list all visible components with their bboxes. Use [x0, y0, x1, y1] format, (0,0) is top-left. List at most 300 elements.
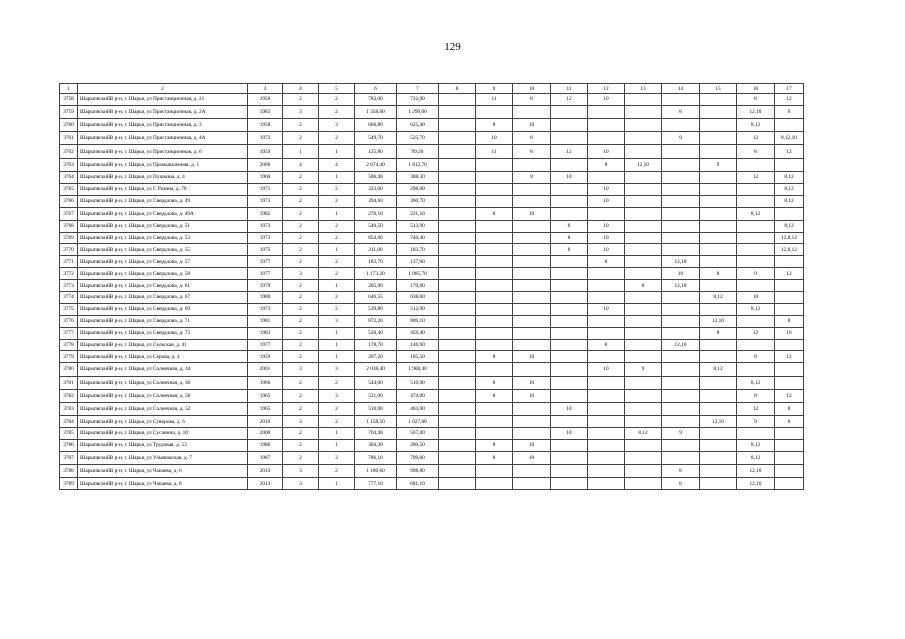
table-cell — [439, 292, 476, 304]
table-cell — [588, 402, 625, 415]
table-cell: 1982 — [248, 207, 283, 220]
table-cell — [588, 280, 625, 292]
table-cell — [625, 232, 662, 244]
table-cell — [775, 428, 804, 440]
table-cell — [439, 145, 476, 158]
table-cell: 1971 — [248, 183, 283, 195]
table-row — [60, 171, 804, 183]
table-cell — [662, 363, 700, 376]
address-cell: ШарыпвскийВ р-н, г. Шарья, ул Свердлова, д. 69 — [78, 303, 248, 315]
table-cell — [551, 376, 588, 389]
table-row — [60, 158, 804, 171]
table-cell — [700, 132, 737, 145]
table-cell — [700, 389, 737, 402]
header-cell: 15 — [700, 84, 737, 94]
address-cell: ШарыпвскийВ р-н, г. Шарья, ул Солнечная, д. 52 — [78, 402, 248, 415]
table-cell — [662, 195, 700, 207]
table-cell — [700, 195, 737, 207]
table-cell — [513, 327, 551, 339]
table-cell: 207,20 — [355, 351, 397, 363]
table-cell — [476, 183, 513, 195]
table-cell — [439, 478, 476, 490]
table-cell: 1958 — [248, 119, 283, 132]
table-cell: 2 — [283, 376, 319, 389]
table-cell — [625, 464, 662, 477]
table-cell: 170,00 — [397, 280, 439, 292]
table-cell: 1975 — [248, 244, 283, 256]
table-cell: 3 — [283, 416, 319, 428]
table-cell — [513, 402, 551, 415]
table-cell — [625, 145, 662, 158]
table-cell — [625, 303, 662, 315]
table-cell — [775, 339, 804, 351]
table-cell: 3768 — [60, 220, 78, 232]
table-cell — [700, 339, 737, 351]
table-cell: 1966 — [248, 376, 283, 389]
table-cell: 459,40 — [397, 327, 439, 339]
table-cell: 3788 — [60, 464, 78, 477]
table-cell: 360,70 — [397, 195, 439, 207]
table-cell — [439, 244, 476, 256]
table-row — [60, 428, 804, 440]
table-cell — [737, 256, 775, 268]
table-cell — [775, 464, 804, 477]
table-cell — [551, 195, 588, 207]
table-row — [60, 280, 804, 292]
table-row — [60, 105, 804, 118]
table-cell — [551, 439, 588, 451]
table-cell — [700, 464, 737, 477]
table-cell — [625, 389, 662, 402]
table-cell — [700, 280, 737, 292]
table-cell: 99,20 — [397, 145, 439, 158]
table-cell — [625, 244, 662, 256]
address-cell: ШарыпвскийВ р-н, г. Шарья, ул Свердлова, д. 58 — [78, 268, 248, 280]
table-cell: 10 — [513, 119, 551, 132]
table-cell: 2 — [283, 451, 319, 464]
table-cell: 8,12 — [737, 451, 775, 464]
table-cell: 1 — [319, 244, 355, 256]
table-cell — [439, 132, 476, 145]
table-cell: 2 — [319, 195, 355, 207]
table-cell — [625, 402, 662, 415]
table-cell: 3782 — [60, 389, 78, 402]
table-cell: 1 027,00 — [397, 416, 439, 428]
table-cell: 512,90 — [397, 303, 439, 315]
table-cell: 8,12 — [737, 376, 775, 389]
table-cell: 3775 — [60, 303, 78, 315]
table-cell: 1 173,20 — [355, 268, 397, 280]
table-cell — [662, 327, 700, 339]
table-cell — [588, 389, 625, 402]
table-cell — [662, 244, 700, 256]
table-cell: 10 — [662, 268, 700, 280]
table-cell: 178,70 — [355, 339, 397, 351]
table-cell — [700, 303, 737, 315]
table-cell: 1 900,40 — [397, 363, 439, 376]
table-cell: 125,80 — [355, 145, 397, 158]
table-cell — [737, 363, 775, 376]
table-cell — [700, 439, 737, 451]
table-cell — [737, 315, 775, 327]
table-cell: 8 — [476, 351, 513, 363]
table-cell — [588, 171, 625, 183]
table-cell — [551, 119, 588, 132]
header-row — [60, 84, 804, 94]
table-cell: 2 — [319, 220, 355, 232]
table-cell — [551, 207, 588, 220]
table-cell: 3773 — [60, 280, 78, 292]
table-cell: 185,50 — [397, 351, 439, 363]
table-cell: 1965 — [248, 389, 283, 402]
table-cell — [625, 376, 662, 389]
table-row — [60, 132, 804, 145]
table-cell: 1 299,00 — [397, 105, 439, 118]
table-cell — [625, 451, 662, 464]
table-cell — [662, 158, 700, 171]
table-cell — [476, 363, 513, 376]
table-cell: 10 — [588, 232, 625, 244]
address-cell: ШарыпвскийВ р-н, г. Шарья, ул Свердлова, д. 73 — [78, 327, 248, 339]
table-cell: 323,00 — [355, 183, 397, 195]
table-cell — [513, 416, 551, 428]
table-cell: 8 — [662, 464, 700, 477]
table-cell — [551, 478, 588, 490]
table-cell: 1959 — [248, 351, 283, 363]
table-cell: 3764 — [60, 171, 78, 183]
table-cell — [476, 402, 513, 415]
table-cell: 704,40 — [355, 428, 397, 440]
header-cell: 13 — [625, 84, 662, 94]
table-cell — [439, 376, 476, 389]
table-cell — [625, 94, 662, 106]
table-cell — [700, 207, 737, 220]
table-cell — [551, 351, 588, 363]
table-cell: 3786 — [60, 439, 78, 451]
table-cell: 1965 — [248, 402, 283, 415]
table-cell — [551, 416, 588, 428]
table-cell: 777,10 — [355, 478, 397, 490]
page-number: 129 — [444, 41, 461, 53]
table-cell: 1956 — [248, 94, 283, 106]
table-cell: 8 — [513, 171, 551, 183]
table-cell: 12 — [737, 132, 775, 145]
table-cell — [513, 478, 551, 490]
table-cell: 3787 — [60, 451, 78, 464]
table-cell — [513, 280, 551, 292]
table-cell: 3766 — [60, 195, 78, 207]
address-cell: ШарыпвскийВ р-н, г. Шарья, ул Пристанционная, д. 21 — [78, 94, 248, 106]
table-cell — [737, 280, 775, 292]
table-cell: 872,20 — [355, 315, 397, 327]
table-cell: 1 — [319, 145, 355, 158]
table-cell — [700, 256, 737, 268]
table-cell: 2 — [319, 232, 355, 244]
table-cell: 10 — [588, 363, 625, 376]
table-cell — [551, 256, 588, 268]
table-cell — [625, 171, 662, 183]
table-row — [60, 94, 804, 106]
table-cell — [513, 339, 551, 351]
table-cell — [513, 428, 551, 440]
table-cell — [700, 376, 737, 389]
table-cell — [775, 451, 804, 464]
table-cell — [775, 303, 804, 315]
table-cell: 304,30 — [355, 439, 397, 451]
table-cell — [625, 105, 662, 118]
table-cell — [476, 416, 513, 428]
table-cell: 3 — [283, 478, 319, 490]
table-cell — [700, 244, 737, 256]
table-row — [60, 327, 804, 339]
table-cell: 3763 — [60, 158, 78, 171]
table-cell: 1979 — [248, 280, 283, 292]
table-cell: 280,50 — [397, 439, 439, 451]
table-cell — [625, 339, 662, 351]
table-cell — [775, 207, 804, 220]
address-cell: ШарыпвскийВ р-н, г. Шарья, ул Свердлова, д. 71 — [78, 315, 248, 327]
table-cell: 1 — [319, 351, 355, 363]
table-cell — [775, 280, 804, 292]
table-cell: 12,8,12 — [775, 232, 804, 244]
table-cell: 10 — [588, 220, 625, 232]
table-cell — [662, 207, 700, 220]
table-cell: 12 — [775, 351, 804, 363]
table-cell — [737, 428, 775, 440]
table-cell: 3 — [319, 119, 355, 132]
table-cell: 1983 — [248, 327, 283, 339]
table-cell: 1 — [319, 428, 355, 440]
header-cell: 9 — [476, 84, 513, 94]
address-cell: ШарыпвскийВ р-н, г. Шарья, ул Свердлова, д. 49А — [78, 207, 248, 220]
table-row — [60, 389, 804, 402]
table-cell: 1 158,50 — [355, 416, 397, 428]
table-cell: 10 — [588, 244, 625, 256]
table-row — [60, 478, 804, 490]
table-cell: 8 — [588, 256, 625, 268]
table-cell — [439, 195, 476, 207]
table-cell: 8,12 — [625, 428, 662, 440]
table-cell — [588, 464, 625, 477]
table-cell: 2 — [319, 105, 355, 118]
address-cell: ШарыпвскийВ р-н, г. Шарья, ул Свердлова, д. 57 — [78, 256, 248, 268]
address-cell: ШарыпвскийВ р-н, г. Шарья, ул Свердлова, д. 61 — [78, 280, 248, 292]
table-cell: 8,12 — [737, 119, 775, 132]
table-cell: 10 — [588, 145, 625, 158]
table-cell: 8 — [775, 416, 804, 428]
table-cell: 1987 — [248, 451, 283, 464]
table-cell: 1 — [319, 439, 355, 451]
table-cell — [662, 303, 700, 315]
table-cell: 1 — [283, 145, 319, 158]
table-cell: 722,00 — [397, 94, 439, 106]
table-cell: 2 — [283, 171, 319, 183]
table-cell: 2 — [283, 280, 319, 292]
table-cell: 8 — [662, 478, 700, 490]
table-cell — [513, 303, 551, 315]
table-cell — [551, 363, 588, 376]
table-cell — [662, 292, 700, 304]
table-cell: 2000 — [248, 428, 283, 440]
address-cell: ШарыпвскийВ р-н, г. Шарья, ул Сельская, д. 41 — [78, 339, 248, 351]
table-cell — [662, 183, 700, 195]
table-cell — [775, 363, 804, 376]
table-cell — [476, 232, 513, 244]
table-cell: 211,00 — [355, 244, 397, 256]
table-cell: 8 — [551, 220, 588, 232]
table-cell: 12,10 — [625, 158, 662, 171]
table-cell — [476, 105, 513, 118]
table-cell: 10 — [588, 195, 625, 207]
table-row — [60, 363, 804, 376]
table-cell: 3780 — [60, 363, 78, 376]
table-cell — [662, 315, 700, 327]
table-cell: 1983 — [248, 105, 283, 118]
address-cell: ШарыпвскийВ р-н, г. Шарья, ул Чапаева, д. 8 — [78, 478, 248, 490]
table-cell — [551, 339, 588, 351]
table-cell — [588, 315, 625, 327]
table-row — [60, 303, 804, 315]
address-cell: ШарыпвскийВ р-н, г. Шарья, ул Пристанционная, д. 4А — [78, 132, 248, 145]
table-cell — [775, 376, 804, 389]
table-cell — [662, 220, 700, 232]
table-cell — [551, 183, 588, 195]
table-cell: 2 — [319, 268, 355, 280]
table-cell — [662, 351, 700, 363]
table-cell: 2 — [283, 327, 319, 339]
table-cell: 205,90 — [355, 280, 397, 292]
table-cell: 12,10 — [662, 256, 700, 268]
table-cell: 3762 — [60, 145, 78, 158]
table-cell: 10 — [588, 94, 625, 106]
table-cell — [737, 232, 775, 244]
table-cell — [662, 145, 700, 158]
table-cell: 8 — [513, 132, 551, 145]
table-cell: 1972 — [248, 132, 283, 145]
table-cell: 4 — [319, 158, 355, 171]
table-cell: 8 — [775, 402, 804, 415]
table-cell — [700, 183, 737, 195]
address-cell: ШарыпвскийВ р-н, г. Шарья, ул Свердлова, д. 55 — [78, 244, 248, 256]
table-cell: 3 — [283, 464, 319, 477]
table-cell — [700, 105, 737, 118]
header-cell: 4 — [283, 84, 319, 94]
table-cell: 8 — [476, 376, 513, 389]
table-cell — [513, 232, 551, 244]
table-cell — [588, 439, 625, 451]
table-cell — [625, 256, 662, 268]
table-cell: 510,00 — [397, 376, 439, 389]
table-cell: 3759 — [60, 105, 78, 118]
table-cell — [775, 478, 804, 490]
table-cell: 1 — [319, 280, 355, 292]
table-cell: 3777 — [60, 327, 78, 339]
table-cell: 1973 — [248, 220, 283, 232]
table-cell — [775, 439, 804, 451]
table-cell: 1 180,60 — [355, 464, 397, 477]
table-cell — [513, 292, 551, 304]
table-cell: 2 — [283, 183, 319, 195]
table-cell: 8 — [700, 327, 737, 339]
table-cell: 10 — [588, 183, 625, 195]
table-cell — [439, 464, 476, 477]
table-cell — [625, 439, 662, 451]
table-cell: 1980 — [248, 292, 283, 304]
table-cell: 2013 — [248, 464, 283, 477]
table-cell — [439, 315, 476, 327]
table-cell: 540,50 — [355, 220, 397, 232]
address-cell: ШарыпвскийВ р-н, г. Шарья, ул Солнечная, д. 44 — [78, 363, 248, 376]
table-cell: 3785 — [60, 428, 78, 440]
table-cell: 2001 — [248, 363, 283, 376]
table-cell: 8,12 — [775, 183, 804, 195]
table-cell: 2006 — [248, 158, 283, 171]
table-cell: 9 — [737, 268, 775, 280]
table-row — [60, 464, 804, 477]
table-cell: 1959 — [248, 145, 283, 158]
table-cell — [439, 389, 476, 402]
table-cell — [476, 303, 513, 315]
table-cell: 3772 — [60, 268, 78, 280]
table-cell: 12 — [551, 94, 588, 106]
address-cell: ШарыпвскийВ р-н, г. Шарья, ул Ульяновская, д. 7 — [78, 451, 248, 464]
address-cell: ШарыпвскийВ р-н, г. Шарья, ул Пристанционная, д. 3 — [78, 119, 248, 132]
header-cell: 8 — [439, 84, 476, 94]
table-cell: 3781 — [60, 376, 78, 389]
table-cell: 506,40 — [355, 171, 397, 183]
table-cell: 544,00 — [355, 376, 397, 389]
table-cell — [513, 363, 551, 376]
table-cell — [625, 478, 662, 490]
table-cell: 2 — [283, 220, 319, 232]
table-row — [60, 439, 804, 451]
header-cell: 5 — [319, 84, 355, 94]
table-cell: 740,40 — [397, 232, 439, 244]
table-cell: 8 — [551, 232, 588, 244]
table-cell: 11 — [476, 94, 513, 106]
table-cell — [775, 292, 804, 304]
table-cell — [551, 268, 588, 280]
header-cell: 14 — [662, 84, 700, 94]
table-cell: 10 — [513, 389, 551, 402]
table-cell: 1960 — [248, 171, 283, 183]
table-cell — [625, 327, 662, 339]
table-cell — [439, 256, 476, 268]
table-cell — [588, 119, 625, 132]
header-cell: 7 — [397, 84, 439, 94]
address-cell: ШарыпвскийВ р-н, г. Шарья, ул Суворова, д. 6 — [78, 416, 248, 428]
table-cell: 1 — [319, 339, 355, 351]
table-cell — [662, 232, 700, 244]
table-cell: 10 — [775, 327, 804, 339]
table-cell: 638,00 — [397, 292, 439, 304]
table-row — [60, 195, 804, 207]
table-cell — [439, 207, 476, 220]
table-cell: 549,70 — [355, 132, 397, 145]
table-cell — [662, 376, 700, 389]
table-cell — [439, 439, 476, 451]
table-cell: 2 — [283, 402, 319, 415]
address-cell: ШарыпвскийВ р-н, г. Шарья, ул Трудовая, д. 53 — [78, 439, 248, 451]
table-cell: 12 — [775, 389, 804, 402]
table-cell — [513, 244, 551, 256]
table-cell: 8,12 — [700, 292, 737, 304]
table-cell: 998,80 — [397, 464, 439, 477]
table-cell — [737, 195, 775, 207]
table-cell — [439, 451, 476, 464]
table-cell — [700, 145, 737, 158]
table-cell — [588, 376, 625, 389]
